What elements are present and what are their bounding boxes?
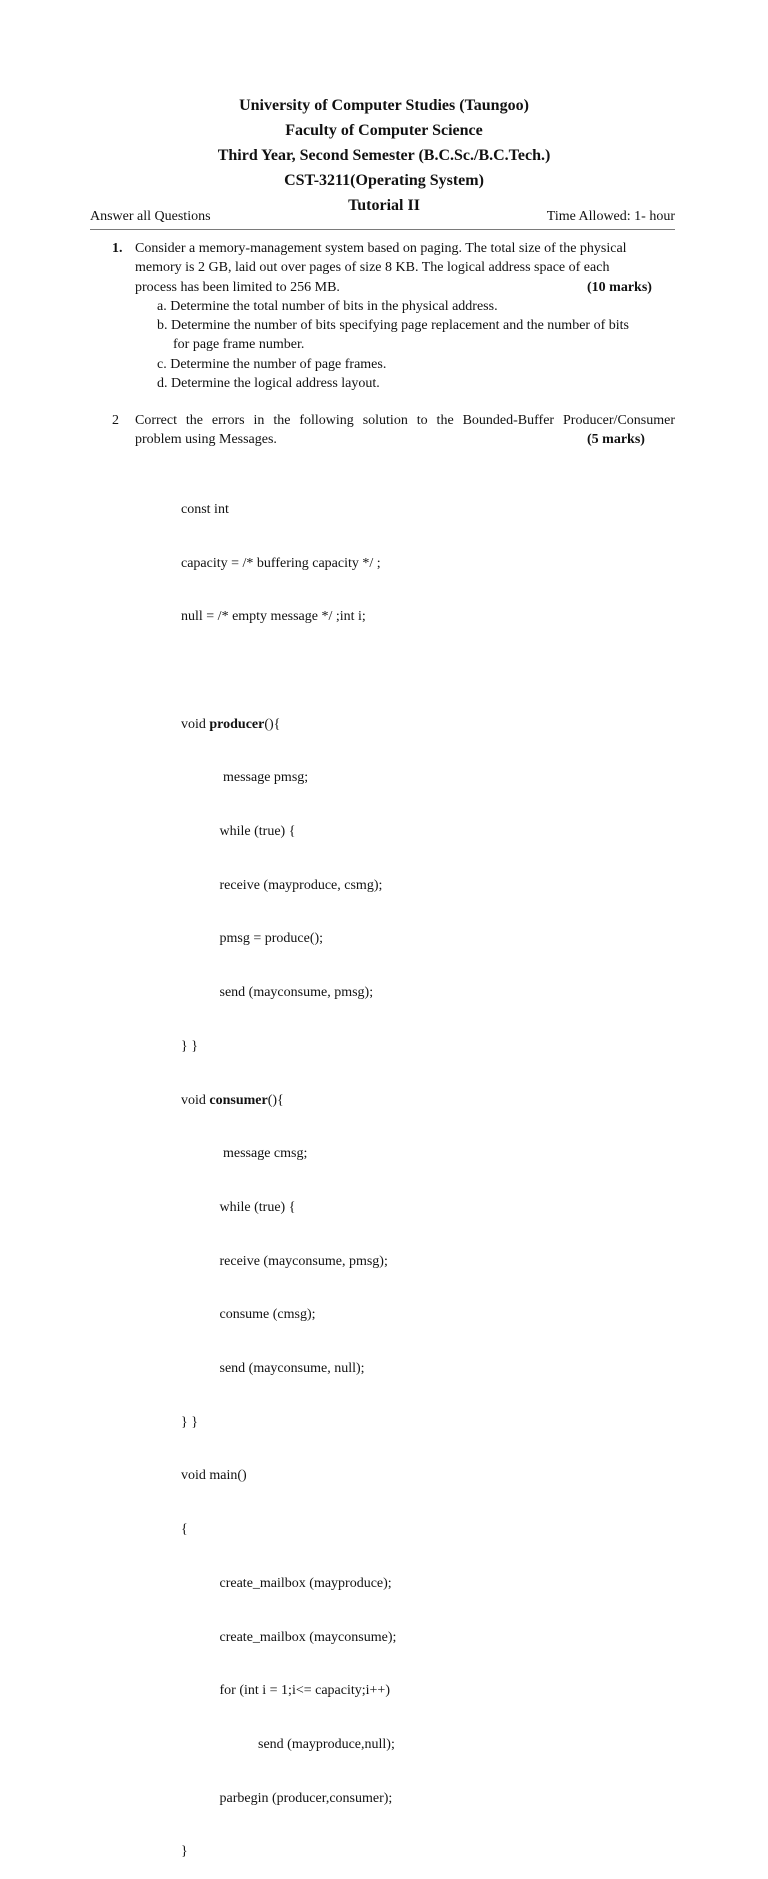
sub-question-b: b. Determine the number of bits specifying page replacement and the number of bits xyxy=(157,318,629,333)
tutorial-title: Tutorial II xyxy=(348,197,420,214)
question-marks: (5 marks) xyxy=(587,432,645,448)
function-name-consumer: consumer xyxy=(209,1092,268,1108)
question-marks: (10 marks) xyxy=(587,279,652,295)
question-number: 2 xyxy=(112,413,119,428)
code-line xyxy=(181,716,396,734)
function-name-producer: producer xyxy=(209,716,265,732)
code-line: } } xyxy=(181,1038,198,1054)
document-header xyxy=(0,93,768,218)
question-line: process has been limited to 256 MB. xyxy=(135,279,340,295)
university-name: University of Computer Studies (Taungoo) xyxy=(239,97,529,114)
code-line: } } xyxy=(181,1414,198,1430)
code-keyword: void xyxy=(181,716,210,732)
code-line: while (true) { xyxy=(181,824,296,840)
code-line: create_mailbox (mayconsume); xyxy=(181,1629,397,1645)
year-semester: Third Year, Second Semester (B.C.Sc./B.C.Tech.) xyxy=(217,147,551,164)
question-line: Consider a memory-management system based on paging. The total size of the physical xyxy=(135,241,627,256)
header-divider xyxy=(90,229,675,230)
sub-question-b-continued: for page frame number. xyxy=(173,337,305,352)
course-code: CST-3211(Operating System) xyxy=(284,172,484,189)
code-line: { xyxy=(181,1522,188,1538)
code-blank-line xyxy=(181,662,396,680)
faculty-name: Faculty of Computer Science xyxy=(285,122,483,139)
code-line: receive (mayproduce, csmg); xyxy=(181,877,383,893)
code-line: parbegin (producer,consumer); xyxy=(181,1790,393,1806)
code-keyword: void xyxy=(181,1092,210,1108)
code-line: void main() xyxy=(181,1468,247,1484)
instructions: Answer all Questions xyxy=(90,209,211,224)
code-line: pmsg = produce(); xyxy=(181,931,324,947)
code-punct: (){ xyxy=(267,1092,284,1108)
code-line: consume (cmsg); xyxy=(181,1307,316,1323)
code-line: send (mayconsume, pmsg); xyxy=(181,985,374,1001)
sub-question-c: c. Determine the number of page frames. xyxy=(157,357,387,372)
code-line: message pmsg; xyxy=(181,770,309,786)
question-line: Correct the errors in the following solution to the Bounded-Buffer Producer/Consumer xyxy=(135,413,675,428)
question-line: problem using Messages. xyxy=(135,432,277,448)
code-line: null = /* empty message */ ;int i; xyxy=(181,609,366,625)
code-listing xyxy=(181,465,396,1879)
code-line: message cmsg; xyxy=(181,1146,308,1162)
code-punct: (){ xyxy=(264,716,281,732)
code-line: capacity = /* buffering capacity */ ; xyxy=(181,555,381,571)
code-line: send (mayproduce,null); xyxy=(181,1736,395,1752)
exam-meta xyxy=(90,209,675,227)
code-line: for (int i = 1;i<= capacity;i++) xyxy=(181,1683,390,1699)
code-line: receive (mayconsume, pmsg); xyxy=(181,1253,388,1269)
question-line: memory is 2 GB, laid out over pages of size 8 KB. The logical address space of each xyxy=(135,260,610,276)
question-number: 1. xyxy=(112,241,123,256)
sub-question-d: d. Determine the logical address layout. xyxy=(157,376,380,391)
code-line: send (mayconsume, null); xyxy=(181,1361,365,1377)
code-line: } xyxy=(181,1844,188,1860)
time-allowed: Time Allowed: 1- hour xyxy=(546,209,675,224)
code-line: create_mailbox (mayproduce); xyxy=(181,1575,392,1591)
sub-question-a: a. Determine the total number of bits in the physical address. xyxy=(157,299,498,314)
code-line: while (true) { xyxy=(181,1199,296,1215)
code-line: const int xyxy=(181,501,229,517)
code-line xyxy=(181,1092,396,1110)
